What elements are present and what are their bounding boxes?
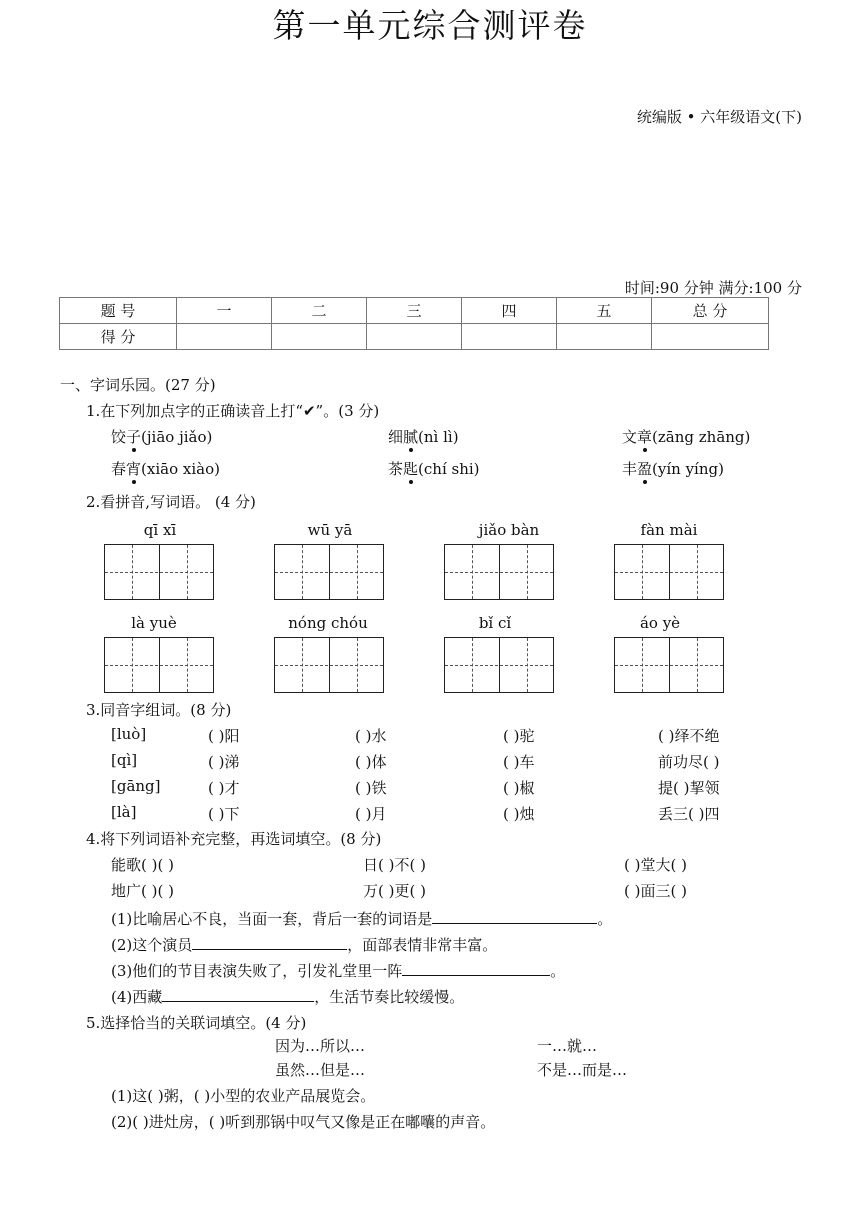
score-row-label: 得 分 [60,324,177,350]
score-header-cell: 四 [462,298,557,324]
answer-line[interactable] [192,934,347,950]
edition-label: 统编版 • 六年级语文(下) [636,108,802,126]
question-5-prompt: 5.选择恰当的关联词填空。(4 分) [86,1014,307,1032]
conjunction-option: 一…就… [537,1037,598,1055]
question-2-prompt: 2.看拼音,写词语。 (4 分) [86,493,256,511]
q3-blank[interactable]: ( )月 [355,805,387,823]
q3-blank[interactable]: ( )才 [208,779,240,797]
dotted-char: 章 [637,428,653,446]
writing-grid-box[interactable] [104,544,214,600]
idiom-blank[interactable]: 能歌( )( ) [111,856,174,874]
score-header-cell: 一 [177,298,272,324]
writing-grid-box[interactable] [104,637,214,693]
pinyin-options[interactable]: (jiāo jiǎo) [141,428,213,446]
question-4-prompt: 4.将下列词语补充完整，再选词填空。(8 分) [86,830,382,848]
pinyin-label: nóng chóu [288,614,368,632]
q1-item: 细腻(nì lì) [388,428,459,446]
q3-blank[interactable]: ( )涕 [208,753,240,771]
pinyin-label: qī xī [143,521,177,539]
idiom-blank[interactable]: ( )堂大( ) [624,856,687,874]
dotted-char: 匙 [403,460,419,478]
answer-line[interactable] [402,960,550,976]
q3-blank[interactable]: ( )烛 [503,805,535,823]
conjunction-option: 虽然…但是… [275,1061,366,1079]
pinyin-options[interactable]: (xiāo xiào) [141,460,220,478]
q1-item: 文章(zāng zhāng) [622,428,751,446]
idiom-blank[interactable]: ( )面三( ) [624,882,687,900]
q4-sub-question: (4)西藏 ，生活节奏比较缓慢。 [111,988,465,1006]
writing-grid-box[interactable] [274,544,384,600]
score-input-cell[interactable] [367,324,462,350]
pinyin-label: bǐ cǐ [478,614,512,632]
q5-sub-question[interactable]: (1)这( )粥，( )小型的农业产品展览会。 [111,1087,376,1105]
q1-item: 丰盈(yín yíng) [622,460,724,478]
pinyin-options[interactable]: (chí shi) [418,460,480,478]
q3-pinyin: [gāng] [111,777,161,795]
q3-blank[interactable]: 前功尽( ) [658,753,720,771]
q4-sub-question: (3)他们的节目表演失败了，引发礼堂里一阵 。 [111,962,566,980]
q3-blank[interactable]: ( )绎不绝 [658,727,720,745]
q3-blank[interactable]: ( )椒 [503,779,535,797]
pinyin-options[interactable]: (nì lì) [418,428,459,446]
section-heading: 一、字词乐园。(27 分) [60,376,216,394]
pinyin-label: fàn mài [640,521,698,539]
question-1-prompt: 1.在下列加点字的正确读音上打“✔”。(3 分) [86,402,380,420]
q3-blank[interactable]: ( )铁 [355,779,387,797]
question-3-prompt: 3.同音字组词。(8 分) [86,701,232,719]
idiom-blank[interactable]: 日( )不( ) [363,856,426,874]
score-table-score-row [60,324,769,350]
pinyin-label: jiǎo bàn [478,521,540,539]
dotted-char: 子 [126,428,142,446]
conjunction-option: 不是…而是… [537,1061,628,1079]
score-header-cell: 题 号 [60,298,177,324]
q3-blank[interactable]: ( )阳 [208,727,240,745]
score-input-cell[interactable] [272,324,367,350]
score-table-header-row [60,298,769,324]
q1-item: 春宵(xiāo xiào) [111,460,220,478]
score-header-cell: 三 [367,298,462,324]
q1-item: 茶匙(chí shi) [388,460,480,478]
pinyin-label: áo yè [639,614,681,632]
q5-sub-question[interactable]: (2)( )进灶房，( )听到那锅中叹气又像是正在嘟囔的声音。 [111,1113,496,1131]
conjunction-option: 因为…所以… [275,1037,366,1055]
q4-sub-question: (2)这个演员 ，面部表情非常丰富。 [111,936,498,954]
pinyin-label: wū yā [307,521,353,539]
pinyin-label: là yuè [131,614,177,632]
q3-blank[interactable]: ( )下 [208,805,240,823]
score-header-cell: 五 [557,298,652,324]
q1-item: 饺子(jiāo jiǎo) [111,428,213,446]
score-input-cell[interactable] [177,324,272,350]
idiom-blank[interactable]: 地广( )( ) [111,882,174,900]
score-header-cell: 总 分 [652,298,769,324]
score-input-cell[interactable] [652,324,769,350]
dotted-char: 盈 [637,460,653,478]
q3-pinyin: [là] [111,803,137,821]
page-title: 第一单元综合测评卷 [272,6,588,45]
q3-blank[interactable]: ( )驼 [503,727,535,745]
writing-grid-box[interactable] [444,544,554,600]
idiom-blank[interactable]: 万( )更( ) [363,882,426,900]
writing-grid-box[interactable] [614,544,724,600]
answer-line[interactable] [162,986,314,1002]
dotted-char: 宵 [126,460,142,478]
q3-blank[interactable]: 提( )挈领 [658,779,720,797]
writing-grid-box[interactable] [614,637,724,693]
q3-blank[interactable]: ( )体 [355,753,387,771]
q3-pinyin: [luò] [111,725,147,743]
score-input-cell[interactable] [557,324,652,350]
dotted-char: 腻 [403,428,419,446]
score-header-cell: 二 [272,298,367,324]
q3-pinyin: [qì] [111,751,138,769]
q3-blank[interactable]: ( )水 [355,727,387,745]
writing-grid-box[interactable] [274,637,384,693]
q4-sub-question: (1)比喻居心不良，当面一套，背后一套的词语是 。 [111,910,613,928]
pinyin-options[interactable]: (yín yíng) [652,460,724,478]
score-input-cell[interactable] [462,324,557,350]
q3-blank[interactable]: 丢三( )四 [658,805,720,823]
time-info: 时间:90 分钟 满分:100 分 [624,279,802,297]
answer-line[interactable] [432,908,597,924]
q3-blank[interactable]: ( )车 [503,753,535,771]
pinyin-options[interactable]: (zāng zhāng) [652,428,751,446]
writing-grid-box[interactable] [444,637,554,693]
score-table [59,297,769,350]
